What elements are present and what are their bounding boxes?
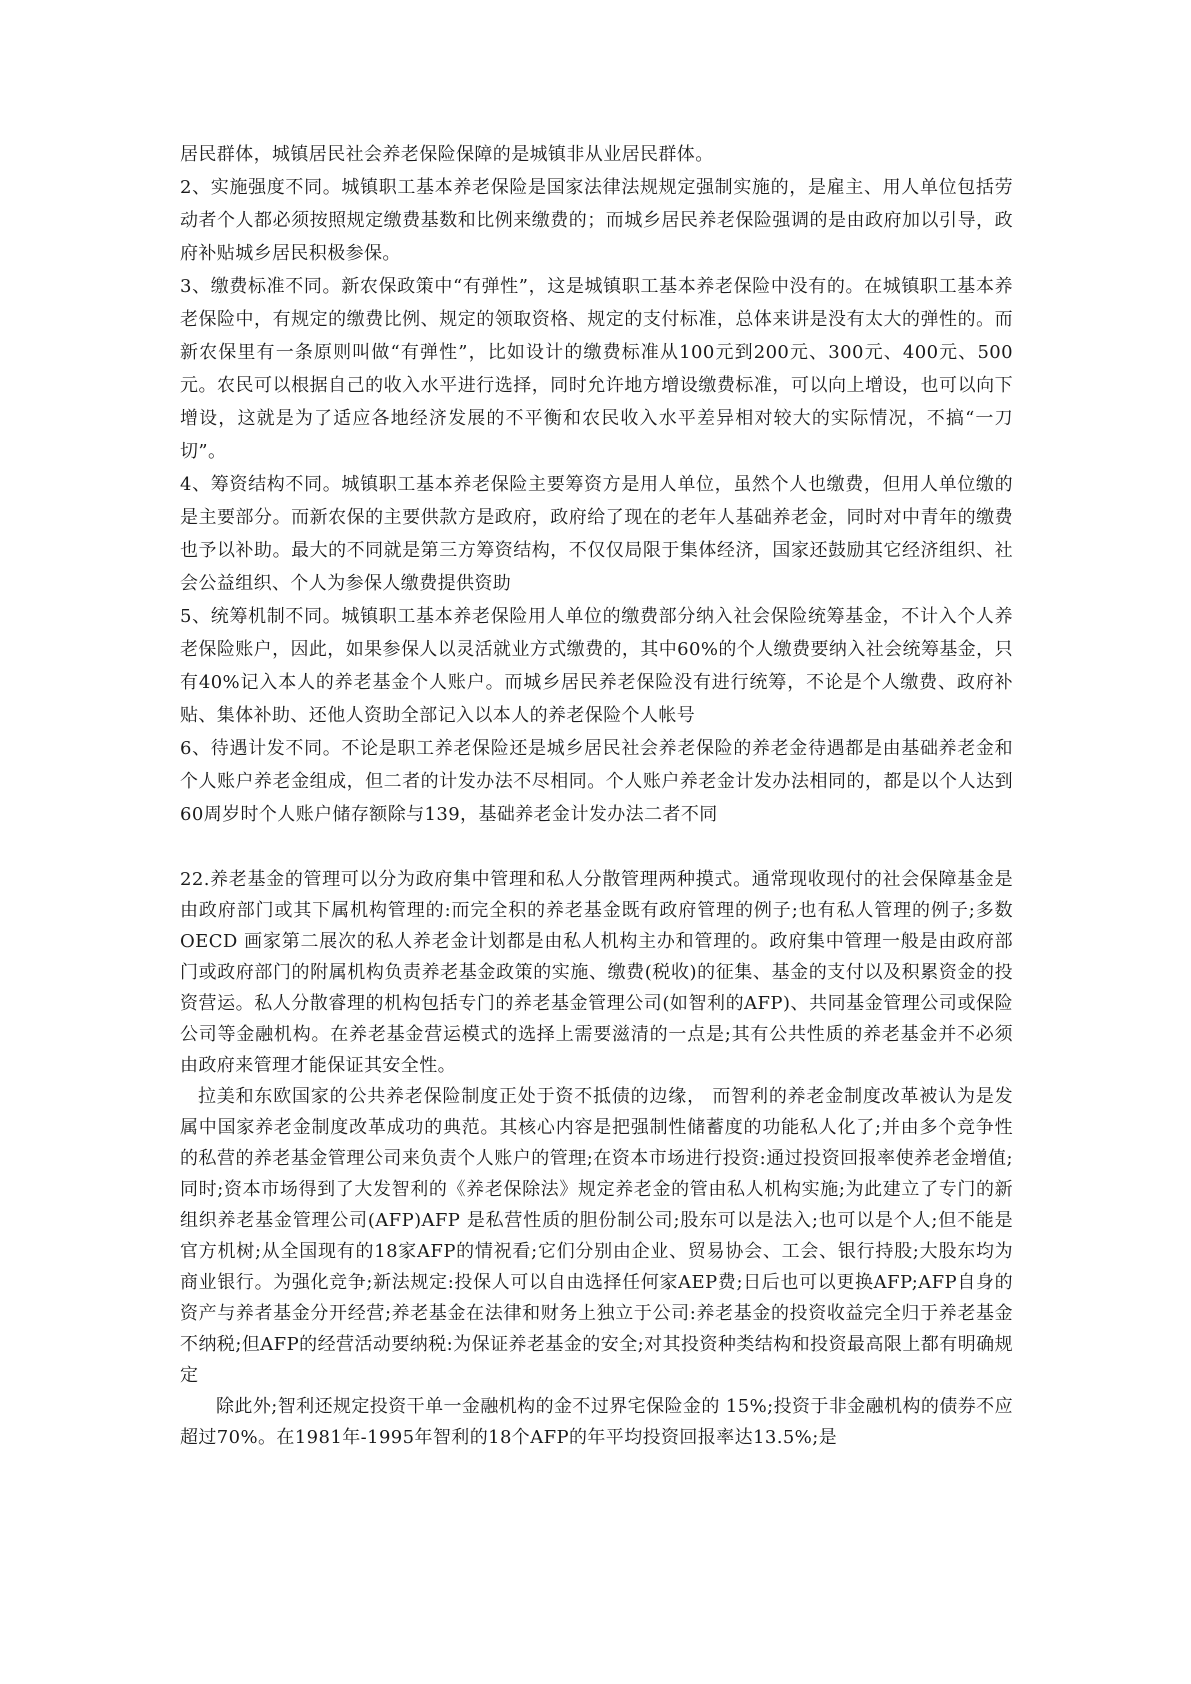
section-fund-management [180, 864, 1013, 1453]
paragraph-benefit-calculation: 6、待遇计发不同。不论是职工养老保险还是城乡居民社会养老保险的养老金待遇都是由基础养老金和个人账户养老金组成，但二者的计发办法不尽相同。个人账户养老金计发办法相同的，都是以个人达到60周岁时个人账户储存额除与139，基础养老金计发办法二者不同 [180, 738, 1013, 825]
paragraph-residents-group: 居民群体，城镇居民社会养老保险保障的是城镇非从业居民群体。 [180, 144, 714, 165]
paragraph-chile-reform: 拉美和东欧国家的公共养老保险制度正处于资不抵债的边缘， 而智利的养老金制度改革被认为是发属中国家养老金制度改革成功的典范。其核心内容是把强制性储蓄度的功能私人化了;并由多个竞争性的私营的养老基金管理公司来负责个人账户的管理;在资本市场进行投资:通过投资回报率使养老金增值;同时;资本市场得到了大发智利的《养老保除法》规定养老金的管由私人机构实施;为此建立了专门的新组织养老基金管理公司(AFP)AFP 是私营性质的胆份制公司;股东可以是法入;也可以是个人;但不能是官方机树;从全国现有的18家AFP的情祝看;它们分别由企业、贸易协会、工会、银行持股;大股东均为商业银行。为强化竞争;新法规定:投保人可以自由选择任何家AEP费;日后也可以更换AFP;AFP自身的资产与养者基金分开经营;养老基金在法律和财务上独立于公司:养老基金的投资收益完全归于养老基金不纳税;但AFP的经营活动要纳税:为保证养老基金的安全;对其投资种类结构和投资最高限上都有明确规定 [180, 1086, 1013, 1386]
paragraph-investment-limits: 除此外;智利还规定投资干单一金融机构的金不过界宅保险金的 15%;投资于非金融机构的债券不应超过70%。在1981年-1995年智利的18个AFP的年平均投资回报率达13.5%;是 [180, 1396, 1013, 1448]
paragraph-management-modes: 22.养老基金的管理可以分为政府集中管理和私人分散管理两种摸式。通常现收现付的社会保障基金是由政府部门或其下属机构管理的:而完全积的养老基金既有政府管理的例子;也有私人管理的例子;多数 OECD 画家第二展次的私人养老金计划都是由私人机构主办和管理的。政府集中管理一般是由政府部门或政府部门的附属机构负责养老基金政策的实施、缴费(税收)的征集、基金的支付以及积累资金的投资营运。私人分散睿理的机构包括专门的养老基金管理公司(如智利的AFP)、共同基金管理公司或保险公司等金融机构。在养老基金营运模式的选择上需要滋清的一点是;其有公共性质的养老基金并不必须由政府来管理才能保证其安全性。 [180, 869, 1013, 1076]
section-pension-differences [180, 138, 1013, 831]
paragraph-contribution-standard: 3、缴费标准不同。新农保政策中“有弹性”，这是城镇职工基本养老保险中没有的。在城镇职工基本养老保险中，有规定的缴费比例、规定的领取资格、规定的支付标准，总体来讲是没有太大的弹性的。而新农保里有一条原则叫做“有弹性”，比如设计的缴费标准从100元到200元、300元、400元、500元。农民可以根据自己的收入水平进行选择，同时允许地方增设缴费标准，可以向上增设，也可以向下增设，这就是为了适应各地经济发展的不平衡和农民收入水平差异相对较大的实际情况，不搞“一刀切”。 [180, 276, 1013, 462]
document-body [180, 138, 1013, 1453]
paragraph-funding-structure: 4、筹资结构不同。城镇职工基本养老保险主要筹资方是用人单位，虽然个人也缴费，但用人单位缴的是主要部分。而新农保的主要供款方是政府，政府给了现在的老年人基础养老金，同时对中青年的缴费也予以补助。最大的不同就是第三方筹资结构，不仅仅局限于集体经济，国家还鼓励其它经济组织、社会公益组织、个人为参保人缴费提供资助 [180, 474, 1013, 594]
paragraph-pooling-mechanism: 5、统筹机制不同。城镇职工基本养老保险用人单位的缴费部分纳入社会保险统筹基金，不计入个人养老保险账户，因此，如果参保人以灵活就业方式缴费的，其中60%的个人缴费要纳入社会统筹基金，只有40%记入本人的养老基金个人账户。而城乡居民养老保险没有进行统筹，不论是个人缴费、政府补贴、集体补助、还他人资助全部记入以本人的养老保险个人帐号 [180, 606, 1013, 726]
paragraph-enforcement-intensity: 2、实施强度不同。城镇职工基本养老保险是国家法律法规规定强制实施的，是雇主、用人单位包括劳动者个人都必须按照规定缴费基数和比例来缴费的；而城乡居民养老保险强调的是由政府加以引导，政府补贴城乡居民积极参保。 [180, 177, 1013, 264]
